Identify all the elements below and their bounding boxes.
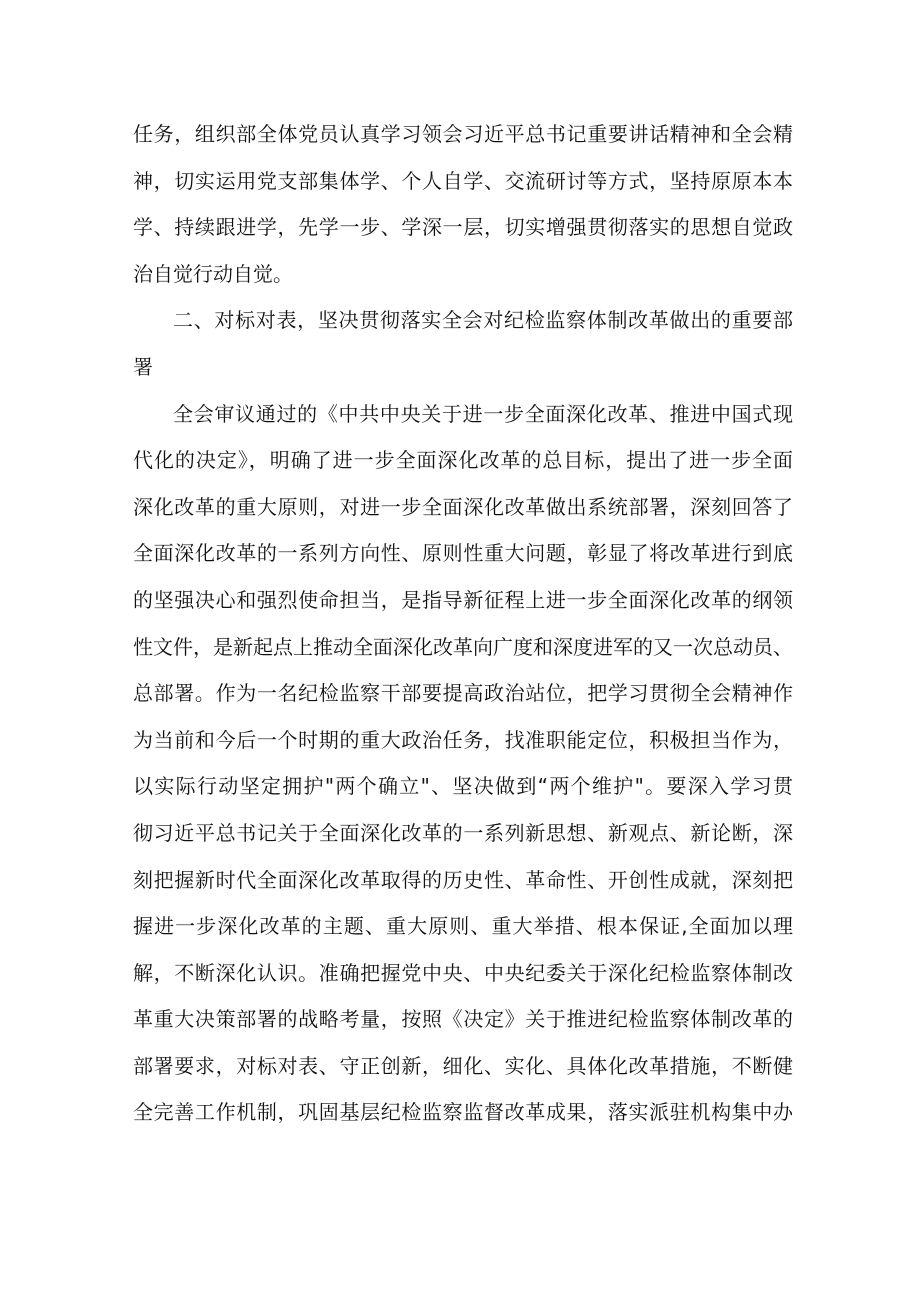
text-line: 解，不断深化认识。准确把握党中央、中央纪委关于深化纪检监察体制改 (133, 960, 793, 985)
text-line: 性文件，是新起点上推动全面深化改革向广度和深度进军的又一次总动员、 (133, 634, 793, 659)
text-line: 神，切实运用党支部集体学、个人自学、交流研讨等方式，坚持原原本本 (133, 168, 793, 193)
text-line: 部署要求，对标对表、守正创新，细化、实化、具体化改革措施，不断健 (133, 1053, 793, 1078)
section-heading (133, 297, 793, 390)
text-line: 的坚强决心和强烈使命担当，是指导新征程上进一步全面深化改革的纲领 (133, 587, 793, 612)
text-line: 全面深化改革的一系列方向性、原则性重大问题，彰显了将改革进行到底 (133, 541, 793, 566)
heading-line: 署 (133, 354, 153, 379)
text-line: 任务，组织部全体党员认真学习领会习近平总书记重要讲话精神和全会精 (133, 122, 793, 146)
text-line: 彻习近平总书记关于全面深化改革的一系列新思想、新观点、新论断，深 (133, 820, 793, 845)
text-line: 全完善工作机制，巩固基层纪检监察监督改革成果，落实派驻机构集中办 (133, 1100, 793, 1125)
text-line: 握进一步深化改革的主题、重大原则、重大举措、根本保证,全面加以理 (133, 914, 793, 939)
heading-line: 二、对标对表，坚决贯彻落实全会对纪检监察体制改革做出的重要部 (173, 308, 793, 333)
paragraph-body (133, 391, 793, 1137)
text-line: 代化的决定》，明确了进一步全面深化改革的总目标，提出了进一步全面 (133, 448, 793, 473)
text-line: 深化改革的重大原则，对进一步全面深化改革做出系统部署，深刻回答了 (133, 494, 793, 519)
document-body (133, 111, 793, 1136)
text-line: 以实际行动坚定拥护"两个确立"、坚决做到“两个维护"。要深入学习贯 (133, 774, 793, 799)
text-line: 刻把握新时代全面深化改革取得的历史性、革命性、开创性成就，深刻把 (133, 867, 793, 892)
text-line: 治自觉行动自觉。 (133, 261, 293, 286)
text-line: 全会审议通过的《中共中央关于进一步全面深化改革、推进中国式现 (173, 401, 793, 426)
paragraph-continuation (133, 111, 793, 297)
text-line: 学、持续跟进学，先学一步、学深一层，切实增强贯彻落实的思想自觉政 (133, 215, 793, 240)
text-line: 为当前和今后一个时期的重大政治任务，找准职能定位，积极担当作为， (133, 727, 793, 752)
text-line: 总部署。作为一名纪检监察干部要提高政治站位，把学习贯彻全会精神作 (133, 681, 793, 706)
text-line: 革重大决策部署的战略考量，按照《决定》关于推进纪检监察体制改革的 (133, 1007, 793, 1032)
